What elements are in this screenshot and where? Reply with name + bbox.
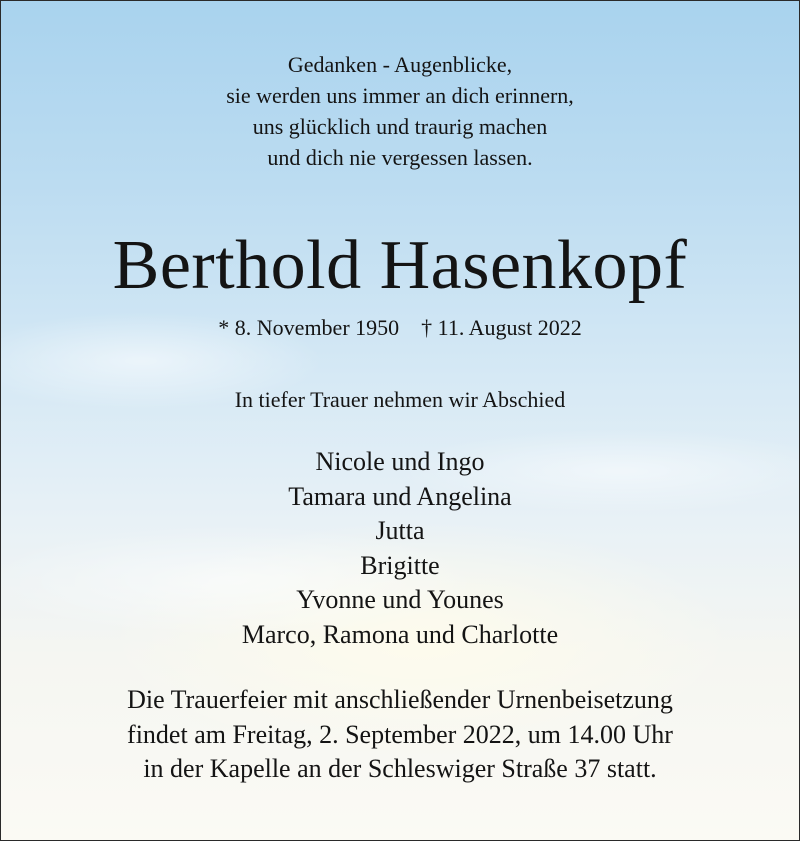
poem-line: uns glücklich und traurig machen bbox=[252, 114, 548, 139]
service-line: Die Trauerfeier mit anschließender Urnenbeisetzung bbox=[127, 685, 673, 714]
mourner-entry: Tamara und Angelina bbox=[288, 481, 512, 511]
service-line: in der Kapelle an der Schleswiger Straße 37 statt. bbox=[143, 754, 657, 783]
deceased-name: Berthold Hasenkopf bbox=[112, 227, 688, 304]
funeral-service-info bbox=[1, 683, 799, 787]
poem-line: Gedanken - Augenblicke, bbox=[287, 52, 513, 77]
mourner-entry: Marco, Ramona und Charlotte bbox=[241, 619, 559, 649]
mourner-entry: Nicole und Ingo bbox=[315, 447, 485, 476]
mourners-list bbox=[1, 445, 799, 652]
service-line: findet am Freitag, 2. September 2022, um 14.00 Uhr bbox=[127, 719, 673, 749]
poem-line: und dich nie vergessen lassen. bbox=[267, 145, 533, 170]
farewell-text: In tiefer Trauer nehmen wir Abschied bbox=[234, 387, 566, 412]
mourner-entry: Brigitte bbox=[360, 550, 440, 580]
poem-line: sie werden uns immer an dich erinnern, bbox=[226, 83, 574, 108]
life-dates bbox=[1, 313, 799, 343]
death-date: † 11. August 2022 bbox=[421, 315, 582, 340]
memorial-poem bbox=[1, 49, 799, 173]
mourner-entry: Yvonne und Younes bbox=[296, 585, 504, 614]
birth-date: * 8. November 1950 bbox=[218, 315, 400, 340]
mourner-entry: Jutta bbox=[375, 516, 425, 545]
